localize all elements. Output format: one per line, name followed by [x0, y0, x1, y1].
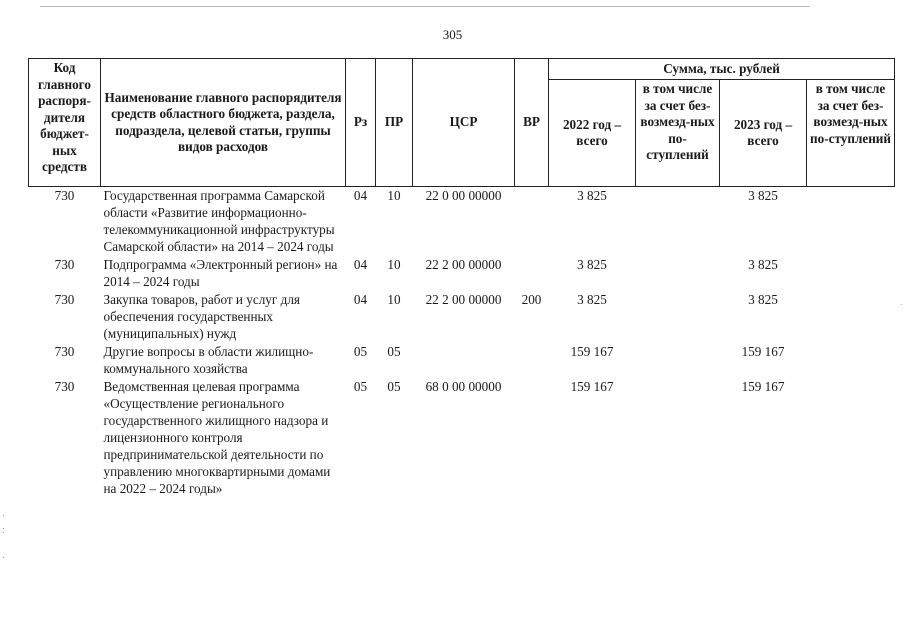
header-2023-total: 2023 год – всего	[720, 80, 807, 187]
cell-2023-total: 3 825	[748, 188, 778, 203]
budget-table	[28, 58, 895, 498]
cell-pr: 10	[387, 188, 401, 203]
header-code: Код главного распоря-дителя бюджет-ных средств	[29, 59, 101, 187]
header-pr: ПР	[376, 59, 413, 187]
cell-2023-free	[807, 187, 895, 257]
cell-pr: 05	[387, 379, 401, 394]
cell-2022-free	[636, 256, 720, 291]
cell-2022-total: 159 167	[570, 379, 614, 394]
cell-2023-free	[807, 378, 895, 498]
header-csr: ЦСР	[413, 59, 515, 187]
top-rule	[40, 6, 810, 7]
header-2023-free: в том числе за счет без-возмезд-ных по-ступлений	[807, 80, 895, 187]
table-body	[29, 187, 895, 499]
header-2022-total: 2022 год – всего	[549, 80, 636, 187]
cell-pr: 10	[387, 257, 401, 272]
cell-rz: 04	[353, 292, 368, 307]
cell-2023-total: 3 825	[748, 292, 778, 307]
cell-name: Подпрограмма «Электронный регион» на 2014 – 2024 годы	[103, 257, 338, 289]
cell-csr: 22 2 00 00000	[425, 292, 502, 307]
scan-edge-marks: · : ·	[2, 511, 6, 564]
cell-code: 730	[54, 257, 75, 272]
header-vr: ВР	[515, 59, 549, 187]
cell-2023-free	[807, 343, 895, 378]
cell-vr	[515, 378, 549, 498]
header-sum: Сумма, тыс. рублей	[549, 59, 895, 80]
scan-edge-mark-right: ·	[899, 300, 903, 311]
cell-2023-total: 159 167	[741, 344, 785, 359]
cell-pr: 10	[387, 292, 401, 307]
cell-name: Другие вопросы в области жилищно-коммунального хозяйства	[103, 344, 314, 376]
cell-2023-free	[807, 291, 895, 343]
cell-csr: 22 0 00 00000	[425, 188, 502, 203]
cell-code: 730	[54, 344, 75, 359]
table-row	[29, 187, 895, 257]
table-row	[29, 256, 895, 291]
table-row	[29, 343, 895, 378]
header-2022-free: в том числе за счет без-возмезд-ных по-ступлений	[636, 80, 720, 187]
cell-2022-free	[636, 343, 720, 378]
cell-name: Ведомственная целевая программа «Осуществление регионального государственного жилищного надзора и лицензионного контроля предпринимательской деятельности по управлению многоквартирными домами на 2022 – 2024 годы»	[103, 379, 331, 496]
cell-vr: 200	[521, 292, 542, 307]
cell-2022-total: 159 167	[570, 344, 614, 359]
cell-vr	[515, 256, 549, 291]
cell-csr	[413, 343, 515, 378]
cell-vr	[515, 187, 549, 257]
page-number: 305	[442, 27, 463, 42]
cell-name: Закупка товаров, работ и услуг для обеспечения государственных (муниципальных) нужд	[103, 292, 300, 341]
cell-2022-total: 3 825	[577, 257, 607, 272]
cell-2023-free	[807, 256, 895, 291]
cell-code: 730	[54, 292, 75, 307]
cell-code: 730	[54, 379, 75, 394]
cell-2022-free	[636, 187, 720, 257]
cell-2023-total: 3 825	[748, 257, 778, 272]
cell-vr	[515, 343, 549, 378]
cell-name: Государственная программа Самарской области «Развитие информационно-телекоммуникационной инфраструктуры Самарской области» на 2014 – 2024 годы	[103, 188, 335, 254]
table-row	[29, 378, 895, 498]
cell-rz: 05	[353, 344, 368, 359]
cell-2022-free	[636, 291, 720, 343]
cell-rz: 04	[353, 257, 368, 272]
table-row	[29, 291, 895, 343]
header-rz: Рз	[346, 59, 376, 187]
cell-code: 730	[54, 188, 75, 203]
cell-2022-total: 3 825	[577, 292, 607, 307]
cell-2023-total: 159 167	[741, 379, 785, 394]
cell-2022-free	[636, 378, 720, 498]
cell-csr: 68 0 00 00000	[425, 379, 502, 394]
header-name: Наименование главного распорядителя средств областного бюджета, раздела, подраздела, целевой статьи, группы видов расходов	[101, 59, 346, 187]
cell-2022-total: 3 825	[577, 188, 607, 203]
cell-pr: 05	[387, 344, 401, 359]
table-header	[29, 59, 895, 187]
cell-csr: 22 2 00 00000	[425, 257, 502, 272]
cell-rz: 04	[353, 188, 368, 203]
cell-rz: 05	[353, 379, 368, 394]
